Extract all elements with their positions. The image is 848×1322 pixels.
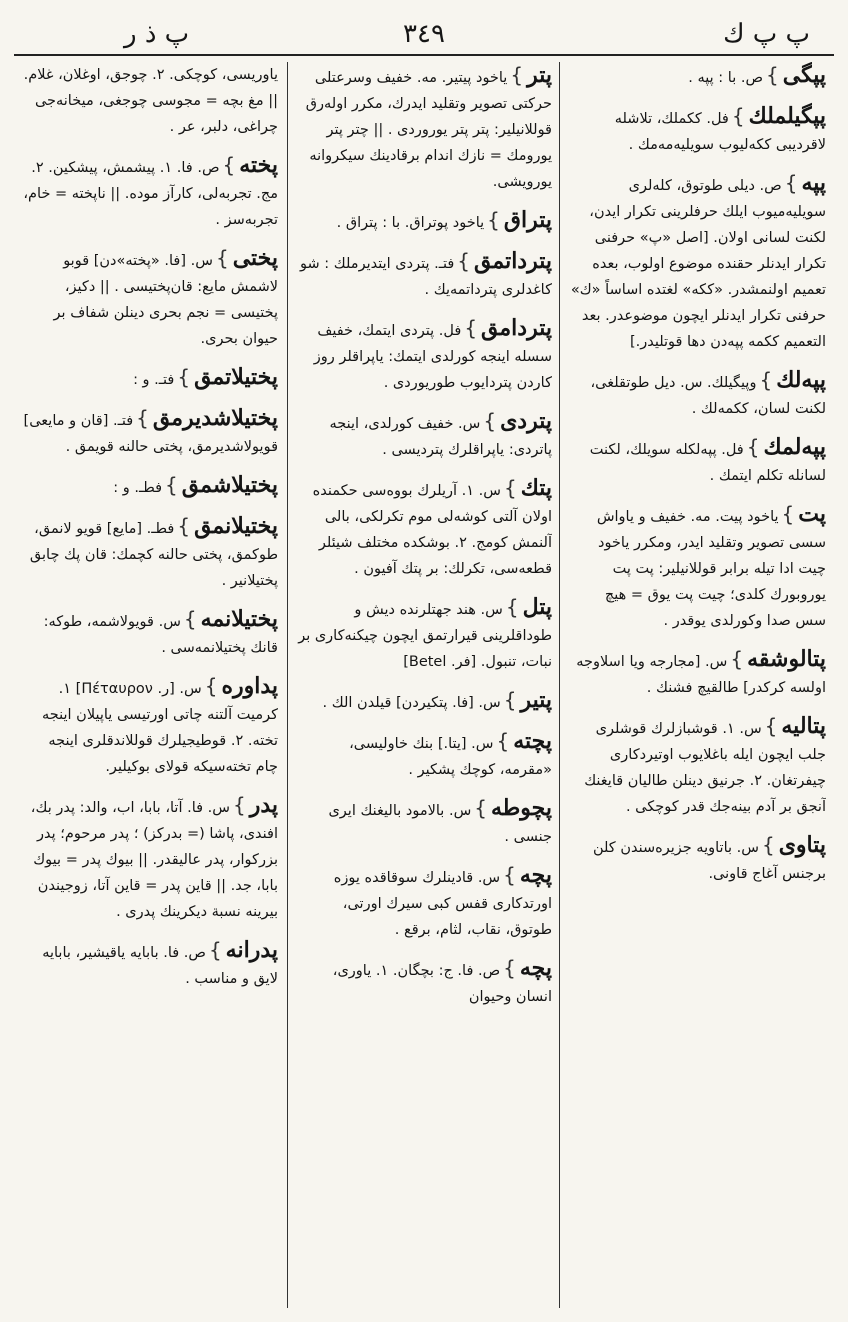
- entry-headword: پپگی: [782, 62, 826, 88]
- dictionary-entry: [296, 795, 552, 850]
- dictionary-entry: [296, 955, 552, 1010]
- entry-definition: فتـ. [قان و مایعی] قویولاشدیرمق، پختی حالنه قویمق .: [23, 413, 278, 455]
- entry-definition: س. ١. آریلرك بووه‌سی حكمنده اولان آلتی كوشه‌لی موم تكرلكی، بالی آلنمش كومج. ٢. بوشكده مختلف شیئلر قطعه‌سی، تكرلك: بر پتك آفیون .: [312, 483, 552, 577]
- dictionary-entry: [296, 315, 552, 396]
- brace-mark: }: [503, 956, 516, 980]
- entry-headword: پختیلاشدیرمق: [152, 405, 278, 431]
- dictionary-entry: [22, 937, 278, 992]
- entry-headword: پپه‌لمك: [763, 434, 826, 460]
- entry-definition: یاخود پیت. مه. خفیف و یاواش سسی تصویر وتقلید ایدر، ومكرر یاخود چیت ادا تیله برابر قوللانیلیر: پت پت یوروبورك كلدی؛ چیت پت یوق = هیچ سس صدا وكورلدی یوقدر .: [596, 509, 826, 629]
- entry-headword: پدرانه: [225, 937, 278, 963]
- entry-definition: س. فا. آتا، بابا، اب، والد: پدر بك، افندی، پاشا (= بدركز) ؛ پدر مرحوم؛ پدر بزركوار، پدر عالیقدر. || بیوك پدر = بیوك بابا، جد. || قاین پدر = قاین آتا، زوجیندن بیرینه نسبة دیكرینك پدری .: [30, 800, 278, 920]
- column-right: [570, 62, 826, 1308]
- dictionary-entry: [570, 501, 826, 634]
- entry-definition: س. [یتا.] بنك خاولیسی، «مقرمه، كوچك پشكیر .: [349, 736, 552, 778]
- dictionary-entry: [570, 713, 826, 820]
- entry-headword: پچه: [519, 862, 552, 888]
- entry-definition: س. خفیف كورلدی، اینجه پاتردی: یاپراقلرك پتردیسی .: [329, 416, 552, 458]
- entry-headword: پتك: [520, 475, 552, 501]
- entry-definition: فل. پپه‌لكله سویلك، لكنت لسانله تكلم ایتمك .: [589, 442, 826, 484]
- brace-mark: }: [215, 246, 229, 270]
- brace-mark: }: [136, 406, 149, 430]
- dictionary-entry: [570, 832, 826, 887]
- dictionary-entry: [296, 594, 552, 675]
- dictionary-entry: [22, 245, 278, 352]
- brace-mark: }: [208, 938, 222, 962]
- dictionary-entry: [22, 405, 278, 460]
- brace-mark: }: [503, 688, 517, 712]
- entry-headword: پتاوی: [778, 832, 826, 858]
- entry-headword: پتر: [527, 62, 552, 88]
- entry-headword: پپه: [801, 170, 826, 196]
- dictionary-entry: [570, 646, 826, 701]
- dictionary-entry: [296, 62, 552, 195]
- entry-definition: فل. ككملك، تلاشله لاقردیبی ككه‌لیوب سویلیه‌مه‌مك .: [614, 111, 826, 153]
- entry-headword: پتالیه: [781, 713, 826, 739]
- header-guide-word-left: پ ذ ر: [124, 19, 190, 49]
- dictionary-entry: [296, 207, 552, 236]
- page-number: ٣٤٩: [403, 19, 445, 49]
- header-guide-word-right: پ پ ك: [723, 19, 810, 49]
- dictionary-entry: [22, 472, 278, 501]
- brace-mark: }: [165, 473, 178, 497]
- column-divider: [559, 62, 560, 1308]
- entry-headword: پتراق: [503, 207, 552, 233]
- entry-definition: س. باتاویه جزیره‌سندن كلن برجنس آغاج قاونی.: [592, 840, 826, 882]
- dictionary-entry: [296, 248, 552, 303]
- entry-headword: پختیلانمق: [194, 513, 278, 539]
- entry-headword: پت: [798, 501, 826, 527]
- entry-definition: یاخود پیتیر. مه. خفیف وسرعتلی حركتی تصویر وتقلید ایدرك، مكرر اوله‌رق قوللانیلیر: پتر پتر یوروردی . || چتر پتر یورومك = نازك اندام برقادینك سیكروانه یورویشی.: [305, 70, 552, 190]
- entry-headword: پتل: [522, 594, 552, 620]
- brace-mark: }: [204, 674, 218, 698]
- dictionary-entry: [22, 606, 278, 661]
- dictionary-entry: [22, 62, 278, 140]
- entry-headword: پختی: [232, 245, 278, 271]
- brace-mark: }: [496, 729, 510, 753]
- entry-definition: یاخود پوتراق. با : پتراق .: [336, 215, 485, 231]
- entry-definition: س. [ر. Πέταυρον] ١. كرمیت آلتنه چاتی اورتیسی یاپیلان اینجه تخته. ٢. قوطیجیلرك قوللاندقلری اینجه چام تخته‌سیكه قولای بوكیلیر.: [41, 681, 278, 775]
- entry-definition: س. [فا. پتكیردن] قیلدن الك .: [322, 695, 501, 711]
- brace-mark: }: [464, 316, 478, 340]
- entry-definition: ص. با : پپه .: [688, 70, 764, 86]
- entry-definition: فطـ. [مایع] قویو لانمق، طوكمق، پختی حالنه كچمك: قان پك چابق پختیلانیر .: [29, 521, 278, 589]
- brace-mark: }: [510, 63, 524, 87]
- brace-mark: }: [781, 502, 795, 526]
- brace-mark: }: [731, 104, 745, 128]
- brace-mark: }: [183, 607, 197, 631]
- entry-headword: پتردی: [500, 408, 552, 434]
- column-divider: [287, 62, 288, 1308]
- dictionary-entry: [22, 792, 278, 925]
- entry-definition: ص. فا. بابایه یاقیشیر، بابایه لایق و مناسب .: [42, 945, 278, 987]
- entry-headword: پدر: [249, 792, 278, 818]
- entry-headword: پچته: [513, 728, 552, 754]
- brace-mark: }: [505, 595, 519, 619]
- entry-headword: پچه: [519, 955, 552, 981]
- dictionary-entry: [570, 170, 826, 355]
- brace-mark: }: [759, 368, 773, 392]
- brace-mark: }: [177, 514, 191, 538]
- dictionary-entry: [296, 475, 552, 582]
- dictionary-entry: [22, 364, 278, 393]
- entry-definition: س. [مجارجه ویا اسلاوجه اولسه كركدر] طالقیچ فشنك .: [576, 654, 826, 696]
- entry-headword: پخته: [239, 152, 278, 178]
- entry-definition: فطـ. و :: [113, 480, 163, 496]
- brace-mark: }: [503, 476, 517, 500]
- entry-headword: پتیر: [520, 687, 552, 713]
- dictionary-entry: [570, 103, 826, 158]
- dictionary-entry: [570, 434, 826, 489]
- brace-mark: }: [784, 171, 798, 195]
- brace-mark: }: [503, 863, 516, 887]
- entry-headword: پختیلانمه: [200, 606, 278, 632]
- entry-definition: س. بالامود بالیغنك ایری جنسی .: [328, 803, 552, 845]
- entry-headword: پتردامق: [481, 315, 552, 341]
- dictionary-entry: [570, 62, 826, 91]
- entry-headword: پپه‌لك: [776, 367, 826, 393]
- brace-mark: }: [474, 796, 487, 820]
- entry-headword: پپگیلملك: [748, 103, 826, 129]
- brace-mark: }: [232, 793, 246, 817]
- entry-headword: پچوطه: [491, 795, 552, 821]
- brace-mark: }: [764, 714, 778, 738]
- entry-definition: فتـ. و :: [133, 372, 175, 388]
- dictionary-entry: [570, 367, 826, 422]
- dictionary-entry: [22, 673, 278, 780]
- dictionary-entry: [296, 862, 552, 943]
- brace-mark: }: [222, 153, 236, 177]
- dictionary-entry: [296, 408, 552, 463]
- dictionary-entry: [296, 728, 552, 783]
- entry-definition: ص. دیلی طوتوق، كله‌لری سویلیه‌میوب ایلك حرفلرینی تكرار ایدن، لكنت لسانی اولان. [اصل «پ» حرفنی تكرار ایدنلر حقنده موضوع اولوب، بعده تعمیم اولنمشدر. «ككه» لغتده اساساً «ك» حرفنی تكرار ایدنلر ایچون موضوعدر. بعد التعمیم ككمه پپه‌دن دها قوتلیدر.]: [570, 178, 826, 350]
- entry-definition: وپیگیلك. س. دیل طوتقلغی، لكنت لسان، ككمه‌لك .: [590, 375, 826, 417]
- entry-definition: ص. فا. ١. پیشمش، پیشكین. ٢. مج. تجربه‌لی، كارآز موده. || ناپخته = خام، تجربه‌سز .: [23, 160, 278, 228]
- entry-headword: پختیلاشمق: [181, 472, 278, 498]
- dictionary-entry: [22, 513, 278, 594]
- entry-headword: پداوره: [221, 673, 278, 699]
- brace-mark: }: [766, 63, 779, 87]
- entry-headword: پتالوشقه: [747, 646, 826, 672]
- entry-definition: فتـ. پتردی ایتدیرملك : شو كاغدلری پترداتمه‌یك .: [300, 256, 552, 298]
- entry-definition: س. هند جهتلرنده دیش و طوداقلرینی قیرارتمق ایچون چیكنه‌كاری بر نبات، تنبول. [فر. Betel]: [298, 602, 552, 670]
- columns: [14, 62, 834, 1308]
- column-middle: [296, 62, 552, 1308]
- brace-mark: }: [177, 365, 191, 389]
- entry-definition: ص. فا. ج: بچگان. ١. یاوری، انسان وحیوان: [332, 963, 552, 1005]
- entry-definition: س. ١. قوشبازلرك قوشلری جلب ایچون ایله باغلایوب اوتیردكاری چیفرتغان. ٢. جرنیق دینلن طالیان قایغنك آنجق بر آدم بینه‌جك قدر كوچكی .: [584, 721, 826, 815]
- brace-mark: }: [483, 409, 497, 433]
- brace-mark: }: [487, 208, 500, 232]
- entry-definition: س. [فا. «پخته»دن] قوبو لاشمش مایع: قان‌پختیسی . || دكیز، پختیسی = نجم بحری دینلن شفاف بر حیوان بحری.: [53, 253, 278, 347]
- entry-definition: س. قویولاشمه، طوكه: قانك پختیلانمه‌سی .: [43, 614, 278, 656]
- page-header: [14, 14, 834, 56]
- brace-mark: }: [761, 833, 775, 857]
- entry-definition: یاوریسی، كوچكی. ٢. چوجق، اوغلان، غلام. || مغ بچه = مجوسی چوجغی، میخانه‌جی چراغی، دلبر، عر .: [23, 67, 278, 135]
- brace-mark: }: [457, 249, 470, 273]
- entry-definition: س. قادینلرك سوقاقده یوزه اورتدكاری قفس كبی سیرك اورتی، طوتوق، نقاب، لثام، برقع .: [333, 870, 552, 938]
- entry-headword: پختیلاتمق: [194, 364, 278, 390]
- entry-definition: فل. پتردی ایتمك، خفیف سسله اینجه كورلدی ایتمك: یاپراقلر روز كاردن پتردایوب طوریوردی .: [313, 323, 552, 391]
- column-left: [22, 62, 278, 1308]
- dictionary-entry: [22, 152, 278, 233]
- entry-headword: پترداتمق: [474, 248, 552, 274]
- dictionary-entry: [296, 687, 552, 716]
- brace-mark: }: [746, 435, 760, 459]
- brace-mark: }: [730, 647, 744, 671]
